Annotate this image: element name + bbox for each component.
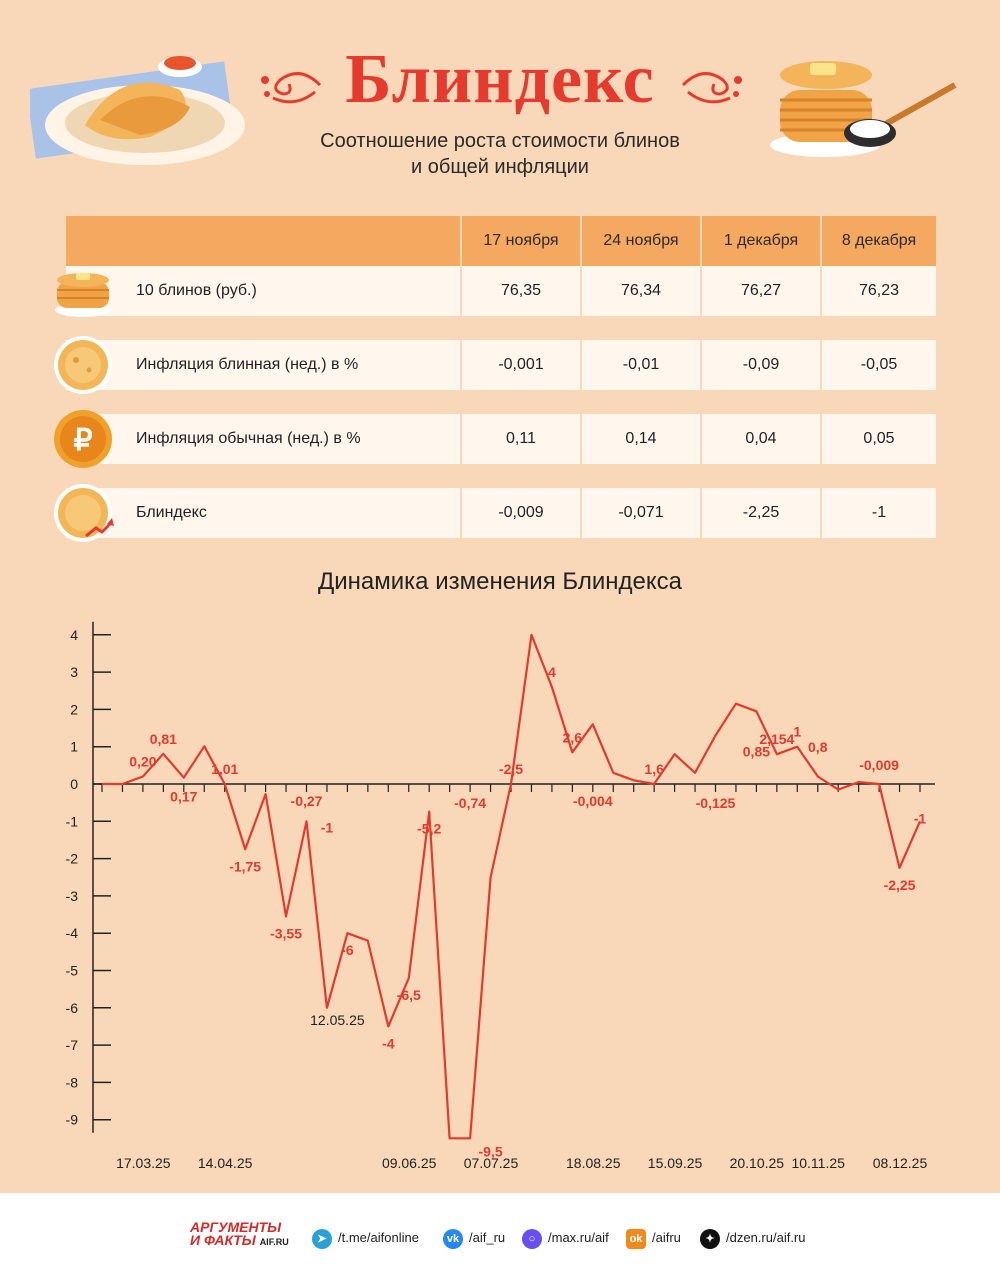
x-tick-label: 20.10.25 <box>729 1155 785 1171</box>
pancake-icon <box>52 334 114 396</box>
social-link-text: /dzen.ru/aif.ru <box>726 1230 806 1245</box>
x-tick-label: 07.07.25 <box>463 1155 519 1171</box>
x-tick-label: 17.03.25 <box>116 1155 171 1171</box>
odnoklassniki-icon: ok <box>626 1229 646 1249</box>
x-tick-label: 09.06.25 <box>381 1155 437 1171</box>
row-label: Блиндекс <box>136 504 207 521</box>
y-tick-label: -8 <box>65 1074 78 1091</box>
svg-text:₽: ₽ <box>73 424 93 457</box>
table-header <box>66 216 936 266</box>
table-cell: 76,23 <box>820 266 936 316</box>
table-cell: 0,04 <box>700 414 820 464</box>
table-cell: -0,071 <box>580 488 700 538</box>
y-tick-label: -4 <box>65 925 78 942</box>
data-label: -6 <box>341 942 354 959</box>
y-tick-label: -7 <box>65 1037 78 1054</box>
data-label: 2,6 <box>562 729 583 746</box>
social-link-text: /aifru <box>652 1230 681 1245</box>
subtitle-line-1: Соотношение роста стоимости блинов <box>320 130 680 152</box>
data-label: -0,27 <box>290 793 323 809</box>
data-label: -5,2 <box>417 820 442 837</box>
aif-logo <box>190 1221 289 1249</box>
data-label: -2,25 <box>883 876 916 893</box>
max-icon: ○ <box>522 1229 542 1249</box>
y-tick-label: -2 <box>65 850 78 867</box>
social-link-text: /t.me/aifonline <box>338 1230 419 1245</box>
logo-site: AIF.RU <box>259 1237 289 1247</box>
data-label: -2,5 <box>498 761 524 777</box>
y-tick-label: 2 <box>70 701 78 718</box>
data-label: 0,8 <box>808 739 828 756</box>
y-tick-label: -6 <box>65 999 78 1016</box>
logo-top: АРГУМЕНТЫ <box>190 1219 282 1235</box>
pancake-stack-illustration <box>765 45 965 165</box>
table-cell: 0,05 <box>820 414 936 464</box>
column-header: 1 декабря <box>700 216 820 266</box>
table-cell: 76,35 <box>460 266 580 316</box>
y-tick-label: 0 <box>70 776 78 792</box>
social-link-vk[interactable] <box>443 1227 505 1249</box>
x-tick-label: 08.12.25 <box>872 1155 928 1171</box>
data-label: 0,20 <box>129 753 157 770</box>
x-tick-label: 15.09.25 <box>647 1155 703 1171</box>
data-label: 0,17 <box>170 788 198 805</box>
y-tick-label: -3 <box>65 887 78 904</box>
x-tick-label: 10.11.25 <box>791 1155 845 1171</box>
subtitle-line-2: и общей инфляции <box>411 156 589 178</box>
data-label: 1,01 <box>211 761 239 777</box>
table-cell: -2,25 <box>700 488 820 538</box>
x-tick-label: 18.08.25 <box>566 1155 621 1171</box>
table-cell: -0,009 <box>460 488 580 538</box>
table-row <box>66 340 936 390</box>
telegram-icon: ➤ <box>312 1229 332 1249</box>
data-label: -0,004 <box>572 793 613 809</box>
y-tick-label: 3 <box>70 664 78 681</box>
social-link-odnoklassniki[interactable] <box>626 1227 681 1249</box>
data-label: 0,81 <box>149 730 177 747</box>
logo-bottom: И ФАКТЫ <box>190 1232 256 1248</box>
pancake-stack-icon <box>52 260 114 322</box>
data-label: -1 <box>913 810 927 827</box>
column-header: 17 ноября <box>460 216 580 266</box>
ruble-coin-icon <box>52 408 114 470</box>
y-tick-label: 4 <box>70 626 78 643</box>
data-label: 1,6 <box>644 761 664 777</box>
data-label: 1 <box>793 723 802 740</box>
table-cell: 76,27 <box>700 266 820 316</box>
social-link-max[interactable] <box>522 1227 609 1249</box>
table-cell: -0,01 <box>580 340 700 390</box>
table-cell: -1 <box>820 488 936 538</box>
data-label: 2,154 <box>759 731 795 748</box>
row-label: Инфляция блинная (нед.) в % <box>136 356 359 373</box>
data-label: -1 <box>320 819 334 836</box>
data-label: -6,5 <box>396 986 421 1003</box>
data-label: -0,125 <box>695 795 736 811</box>
chart-title: Динамика изменения Блиндекса <box>317 568 682 595</box>
table-row <box>66 488 936 538</box>
page-title: Блиндекс <box>345 41 655 118</box>
table-cell: 0,14 <box>580 414 700 464</box>
y-tick-label: 1 <box>70 738 78 755</box>
social-link-text: /aif_ru <box>469 1230 506 1245</box>
table-cell: -0,05 <box>820 340 936 390</box>
x-tick-label: 14.04.25 <box>197 1155 253 1171</box>
data-label: 0,85 <box>742 743 771 760</box>
column-header: 8 декабря <box>820 216 936 266</box>
footer <box>0 1193 1000 1285</box>
social-link-telegram[interactable] <box>312 1227 419 1249</box>
data-label: -3,55 <box>270 925 303 942</box>
pancake-growth-icon <box>52 482 114 544</box>
table-cell: -0,09 <box>700 340 820 390</box>
row-label: Инфляция обычная (нед.) в % <box>136 430 361 447</box>
data-label: -0,009 <box>859 757 899 773</box>
y-tick-label: -5 <box>65 962 78 979</box>
column-header: 24 ноября <box>580 216 700 266</box>
y-tick-label: -1 <box>65 813 78 830</box>
table-row <box>66 414 936 464</box>
date-annotation: 12.05.25 <box>310 1012 365 1028</box>
dzen-icon: ✦ <box>700 1229 720 1249</box>
blindex-series-line <box>102 635 920 1139</box>
social-link-text: /max.ru/aif <box>548 1230 609 1245</box>
data-label: -0,74 <box>454 795 487 811</box>
blindex-line-chart <box>0 600 1000 1190</box>
social-link-dzen[interactable] <box>700 1227 806 1249</box>
header <box>0 0 1000 200</box>
table-cell: 76,34 <box>580 266 700 316</box>
table-cell: -0,001 <box>460 340 580 390</box>
table-row <box>66 266 936 316</box>
data-label: 4 <box>548 664 556 681</box>
table-cell: 0,11 <box>460 414 580 464</box>
data-label: -4 <box>382 1035 395 1052</box>
y-tick-label: -9 <box>65 1111 78 1128</box>
data-label: -1,75 <box>229 858 262 875</box>
row-label: 10 блинов (руб.) <box>136 282 257 299</box>
vk-icon: vk <box>443 1229 463 1249</box>
data-label: -9,5 <box>478 1143 503 1160</box>
